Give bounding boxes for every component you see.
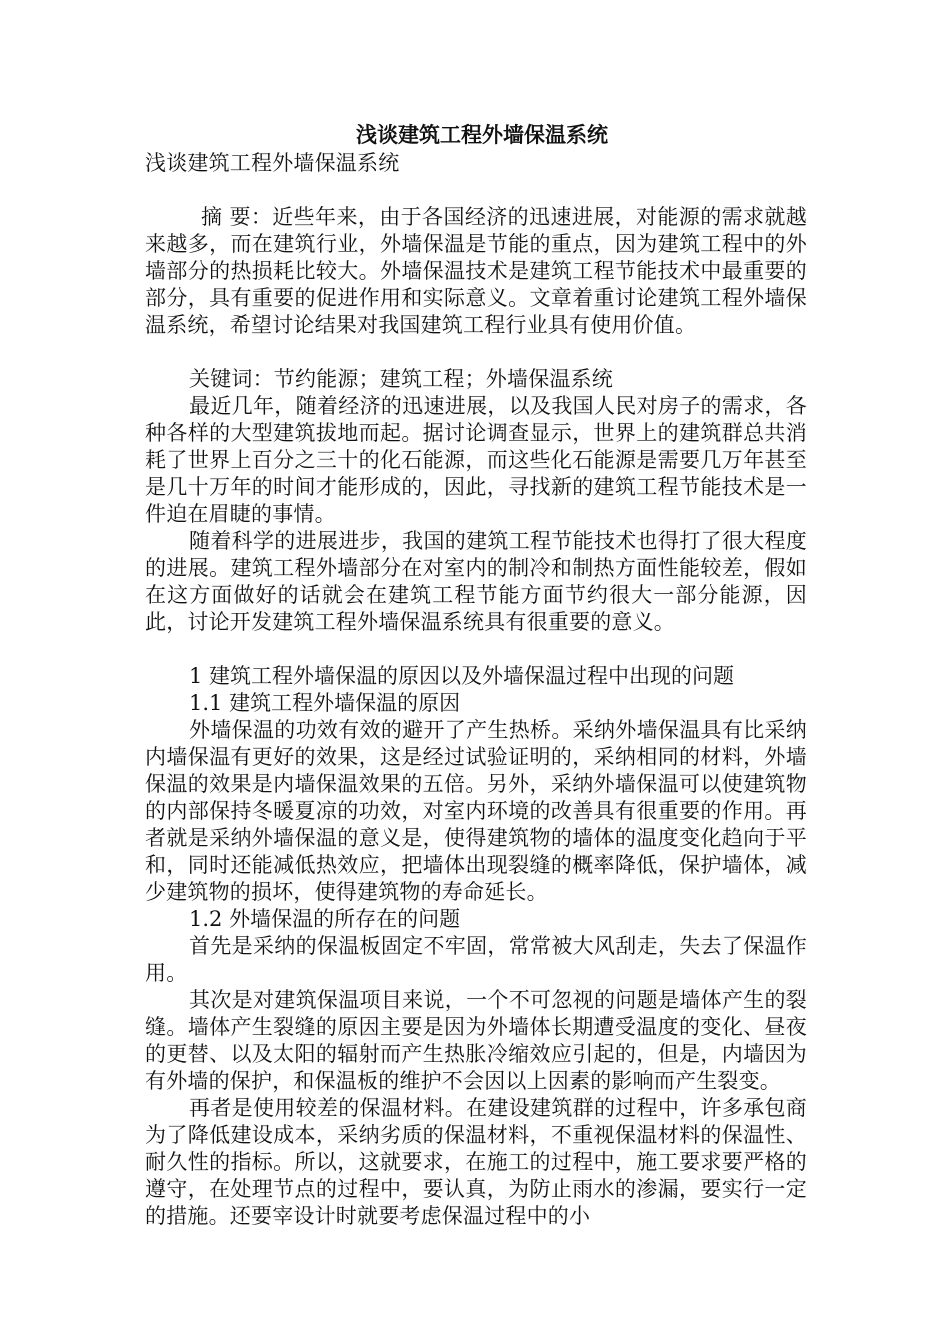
section-1-heading: 1 建筑工程外墙保温的原因以及外墙保温过程中出现的问题 (189, 664, 735, 688)
section-1-1-heading: 1.1 建筑工程外墙保温的原因 (189, 691, 461, 715)
spacer (145, 177, 807, 204)
section-1-2-paragraph-2: 其次是对建筑保温项目来说，一个不可忽视的问题是墙体产生的裂缝。墙体产生裂缝的原因主要是因为外墙体长期遭受温度的变化、昼夜的更替、以及太阳的辐射而产生热胀冷缩效应引起的，但是，内墙因为有外墙的保护，和保温板的维护不会因以上因素的影响而产生裂变。 (145, 988, 807, 1093)
section-1-2-heading: 1.2 外墙保温的所存在的问题 (189, 907, 461, 931)
abstract-paragraph: 摘 要：近些年来，由于各国经济的迅速进展，对能源的需求就越来越多，而在建筑行业，外墙保温是节能的重点，因为建筑工程中的外墙部分的热损耗比较大。外墙保温技术是建筑工程节能技术中最重要的部分，具有重要的促进作用和实际意义。文章着重讨论建筑工程外墙保温系统，希望讨论结果对我国建筑工程行业具有使用价值。 (145, 205, 807, 337)
document-title: 浅谈建筑工程外墙保温系统 (356, 122, 608, 147)
document-body (145, 120, 807, 1230)
section-1-1-paragraph: 外墙保温的功效有效的避开了产生热桥。采纳外墙保温具有比采纳内墙保温有更好的效果，这是经过试验证明的，采纳相同的材料，外墙保温的效果是内墙保温效果的五倍。另外，采纳外墙保温可以使建筑物的内部保持冬暖夏凉的功效，对室内环境的改善具有很重要的作用。再者就是采纳外墙保温的意义是，使得建筑物的墙体的温度变化趋向于平和，同时还能减低热效应，把墙体出现裂缝的概率降低，保护墙体，减少建筑物的损坏，使得建筑物的寿命延长。 (145, 718, 807, 904)
keywords-line: 关键词：节约能源；建筑工程；外墙保温系统 (189, 367, 613, 391)
section-1-2-paragraph-1: 首先是采纳的保温板固定不牢固，常常被大风刮走，失去了保温作用。 (145, 934, 807, 985)
spacer (145, 339, 807, 366)
intro-paragraph-1: 最近几年，随着经济的迅速进展，以及我国人民对房子的需求，各种各样的大型建筑拔地而起。据讨论调查显示，世界上的建筑群总共消耗了世界上百分之三十的化石能源，而这些化石能源是需要几万年甚至是几十万年的时间才能形成的，因此，寻找新的建筑工程节能技术是一件迫在眉睫的事情。 (145, 394, 807, 526)
spacer (145, 636, 807, 663)
section-1-2-paragraph-3: 再者是使用较差的保温材料。在建设建筑群的过程中，许多承包商为了降低建设成本，采纳劣质的保温材料，不重视保温材料的保温性、耐久性的指标。所以，这就要求，在施工的过程中，施工要求要严格的遵守，在处理节点的过程中，要认真，为防止雨水的渗漏，要实行一定的措施。还要宰设计时就要考虑保温过程中的小 (145, 1096, 807, 1228)
document-subtitle: 浅谈建筑工程外墙保温系统 (145, 151, 400, 175)
intro-paragraph-2: 随着科学的进展进步，我国的建筑工程节能技术也得打了很大程度的进展。建筑工程外墙部分在对室内的制冷和制热方面性能较差，假如在这方面做好的话就会在建筑工程节能方面节约很大一部分能源，因此，讨论开发建筑工程外墙保温系统具有很重要的意义。 (145, 529, 807, 634)
